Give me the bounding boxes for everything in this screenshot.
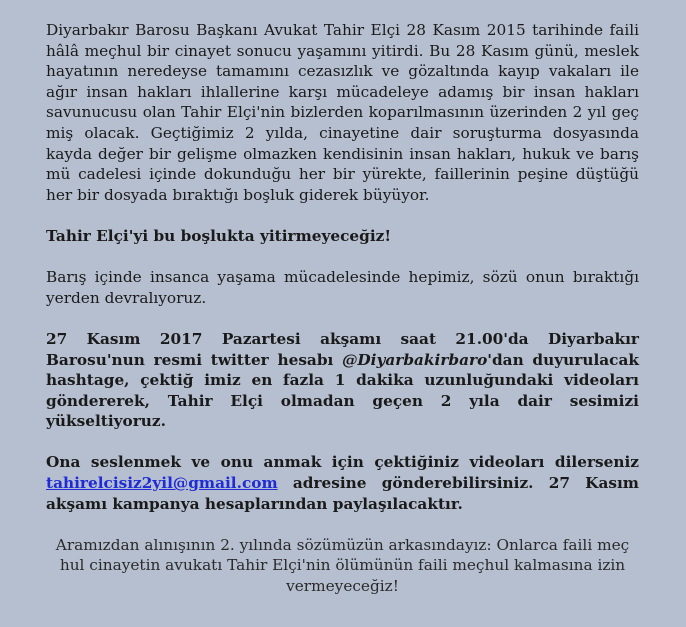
contact-paragraph: [46, 452, 639, 514]
campaign-text-end: 'dan duyurulacak hashtage, çektiğ imiz en fazla 1 dakika uzunluğundaki videoları göndererek, Tahir Elçi olmadan geçen 2 yıla dair sesimizi yükseltiyoruz.: [46, 350, 639, 431]
contact-text-end: adresine gönderebilirsiniz. 27 Kasım akşamı kampanya hesaplarından paylaşılacaktır.: [46, 474, 639, 513]
twitter-handle: @Diyarbakirbaro: [342, 350, 488, 369]
announcement-document: [46, 20, 639, 617]
slogan-paragraph: Tahir Elçi'yi bu boşlukta yitirmeyeceğiz!: [46, 226, 392, 245]
campaign-paragraph: [46, 329, 639, 432]
intro-paragraph: Diyarbakır Barosu Başkanı Avukat Tahir Elçi 28 Kasım 2015 tarihinde faili hâlâ meçhul bir cinayet sonucu yaşamını yitirdi. Bu 28 Kasım günü, meslek hayatının neredeyse tamamını cezasızlık ve gözaltında kayıp vakaları ile ağır insan hakları ihlallerine karşı mücadeleye adamış bir insan hakları savunucusu olan Tahir Elçi'nin bizlerden koparılmasının üzerinden 2 yıl geç miş olacak. Geçtiğimiz 2 yılda, cinayetine dair soruşturma dosyasında kayda değer bir gelişme olmazken kendisinin insan hakları, hukuk ve barış mü cadelesi içinde dokunduğu her bir yürekte, faillerinin peşine düştüğü her bir dosyada bıraktığı boşluk giderek büyüyor.: [46, 21, 639, 204]
closing-paragraph: Aramızdan alınışının 2. yılında sözümüzün arkasındayız: Onlarca faili meç hul cinayetin avukatı Tahir Elçi'nin ölümünün faili meçhul kalmasına izin vermeyeceğiz!: [55, 535, 630, 596]
peace-paragraph: Barış içinde insanca yaşama mücadelesinde hepimiz, sözü onun bıraktığı yerden devralıyoruz.: [46, 268, 639, 307]
contact-text-start: Ona seslenmek ve onu anmak için çektiğiniz videoları dilerseniz: [46, 453, 639, 472]
email-link[interactable]: tahirelcisiz2yil@gmail.com: [46, 474, 278, 493]
campaign-text-start: 27 Kasım 2017 Pazartesi akşamı saat 21.00'da Diyarbakır Barosu'nun resmi twitter hesabı: [46, 329, 639, 369]
